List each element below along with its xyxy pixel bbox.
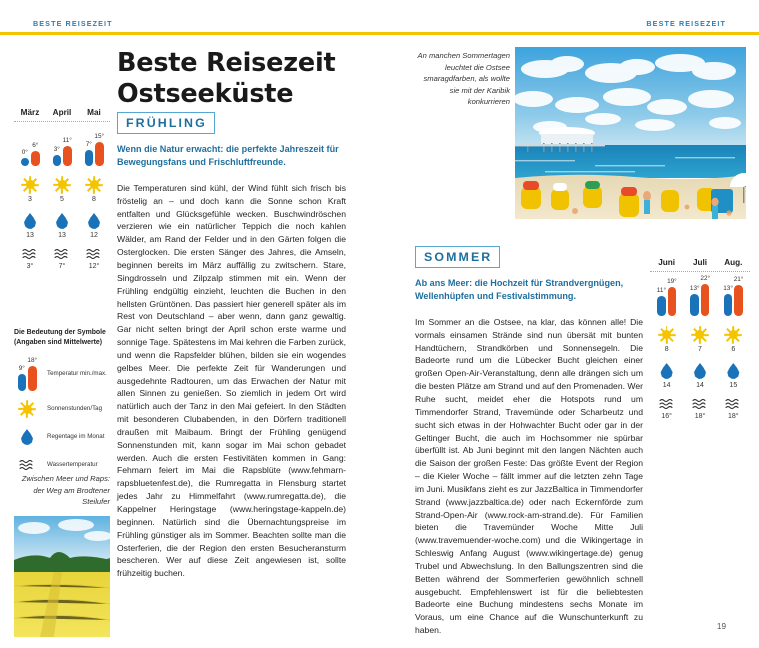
beach-photo-caption: An manchen Sommertagen leuchtet die Ostsee smaragdfarben, als wollte sie mit der Karibik konkurrieren (417, 51, 510, 107)
value-label: 16° (661, 413, 672, 420)
value-label: 3 (28, 196, 32, 203)
temp-min-bar (689, 284, 700, 316)
legend-item-1 (14, 400, 122, 419)
value-label: 8 (664, 346, 669, 353)
summer-climate-table (650, 258, 750, 420)
temperature-bars-icon (85, 132, 104, 166)
sun-hours-cell (78, 176, 110, 203)
temperature-bars-icon (53, 132, 72, 166)
waves-icon (692, 399, 708, 410)
water-temp-cell (46, 249, 78, 270)
summer-month-headers (650, 258, 750, 267)
summer-rain-row (650, 363, 750, 389)
legend-glyph (14, 460, 40, 471)
beach-scene-illustration (515, 47, 746, 219)
raindrop-icon (21, 429, 34, 445)
sun-icon (22, 176, 39, 193)
timmendorf-beach-photo (515, 47, 746, 219)
rapeseed-photo-caption: Zwischen Meer und Raps: der Weg am Brodtener Steilufer (21, 474, 110, 507)
raindrop-icon (88, 213, 101, 229)
temperature-cell (717, 275, 750, 316)
sun-icon (54, 176, 71, 193)
temp-max-label: 6° (32, 142, 39, 150)
rain-days-cell (46, 213, 78, 239)
temperature-bars-icon (689, 274, 711, 316)
sun-icon (691, 326, 708, 343)
raindrop-icon (660, 363, 673, 379)
page-title (117, 48, 397, 110)
rain-days-cell (683, 363, 716, 389)
spring-divider (14, 121, 110, 122)
water-temp-cell (650, 399, 683, 420)
running-head-left: BESTE REISEZEIT (33, 19, 113, 28)
legend-label: Temperatur min./max. (47, 369, 107, 377)
summer-subtitle: Ab ans Meer: die Hochzeit für Strandvergnügen, Wellenhüpfen und Festivalstimmung. (415, 278, 624, 302)
temperature-bars-icon (21, 132, 40, 166)
value-label: 8 (92, 196, 96, 203)
summer-divider (650, 271, 750, 272)
temp-max-bar (62, 136, 72, 166)
month-header-1: April (52, 108, 72, 117)
value-label: 18° (694, 413, 706, 420)
temp-min-bar (85, 141, 94, 166)
temp-max-bar (27, 356, 38, 391)
month-header-2: Mai (87, 108, 101, 117)
temp-max-label: 18° (27, 356, 38, 364)
water-temp-cell (78, 249, 110, 270)
spring-sun-row (14, 176, 110, 203)
spring-water-row (14, 249, 110, 270)
temperature-bars-icon (656, 278, 677, 316)
rapeseed-field-photo (14, 516, 110, 637)
water-temp-cell (683, 399, 716, 420)
temp-min-label: 13° (723, 284, 733, 292)
value-label: 7° (58, 263, 66, 270)
legend-glyph (14, 429, 40, 445)
waves-icon (725, 399, 741, 410)
temp-max-bar (31, 142, 40, 166)
legend-item-2 (14, 428, 122, 447)
sun-hours-cell (683, 326, 716, 353)
value-label: 13 (26, 232, 34, 239)
summer-temperature-row (650, 274, 750, 316)
temp-max-label: 11° (62, 136, 72, 144)
rain-days-cell (78, 213, 110, 239)
temp-max-bar (667, 278, 677, 316)
temp-max-label: 15° (94, 132, 105, 140)
temp-min-label: 3° (53, 145, 60, 153)
sun-hours-cell (46, 176, 78, 203)
temp-min-bar (53, 145, 62, 166)
waves-icon (22, 249, 38, 260)
raindrop-icon (56, 213, 69, 229)
spring-body-copy: Die Temperaturen sind kühl, der Wind fühlt sich frisch bis fröstelig an – und doch kann die Sonne schon Kraft entfalten und Glücksgefühle wecken. Buschwindröschen verzieren wie ein natürlicher Teppich die noch kahlen Wälder, am Rand der Felder und in den Gärten folgen die Osterglocken. Die ersten Sänger des Jahres, die Amseln, beginnen bereits im März auffällig zu zwitschern. Stare, Singdrosseln und Zilpzalp stimmen mit ein. Wenn der Frühling endgültig einzieht, leuchten die Buchen in den hellsten Grüntönen. Das passiert hier generell später als im Rest von Deutschland – aber wenn, dann ganz gewaltig. Gar nicht selten bringt der April schon erste warme und sonnige Tage. Spätestens im Mai kehren die Farben zurück, und wenn die Rapsfelder blühen, bilden sie ein wogendes gelbes Meer. Die perfekte Zeit für Wanderungen und ausgedehnte Radtouren, um das Erwachen der Natur mit allen Sinnen zu genießen. So ziemlich in jedem Ort wird natürlich auch der Tanz in den Mai gefeiert. In den Städten mit besonderen Clubabenden, in den Dörfern traditionell draußen mit Maibaum. Bringt der Frühling genügend Sonnenstunden mit, kann sogar im Mai schon gebadet werden. Auch die ersten Festivitäten kommen in Gang: Fehmarn feiert im Mai die Rapsblüte (www.fehmarn-rapsbluetenfest.de), die Rumregatta in Flensburg startet jedes Jahr zu Himmelfahrt (www.rumregatta.de), die Kappelner Heringstage (www.heringstage-kappeln.de) beginnen. Natürlich sind die Übernachtungspreise im Frühling günstiger als im Sommer. Beachten sollte man die Osterferien, die der Region den ersten Besucheransturm bescheren. Wer auf diese Zeit angewiesen ist, sollte frühzeitig buchen. (117, 182, 346, 579)
temperature-bars-icon (723, 275, 744, 316)
temp-max-bar (700, 274, 711, 316)
temperature-cell (46, 132, 78, 166)
summer-water-row (650, 399, 750, 420)
temp-min-bar (723, 284, 733, 316)
page-title-line1: Beste Reisezeit (117, 48, 336, 78)
rain-days-cell (14, 213, 46, 239)
value-label: 13 (58, 232, 66, 239)
raindrop-icon (727, 363, 740, 379)
value-label: 18° (728, 413, 739, 420)
legend-item-3 (14, 456, 122, 475)
temp-min-label: 11° (656, 286, 667, 294)
season-tag-summer: SOMMER (415, 246, 500, 268)
waves-icon (659, 399, 675, 410)
temp-min-bar (18, 365, 27, 391)
value-label: 15 (729, 382, 738, 389)
month-header-0: Juni (658, 258, 676, 267)
waves-icon (54, 249, 70, 260)
temp-min-bar (21, 149, 30, 166)
water-temp-cell (717, 399, 750, 420)
sun-icon (658, 326, 675, 343)
temp-min-label: 9° (18, 365, 25, 373)
raindrop-icon (693, 363, 706, 379)
spring-subtitle: Wenn die Natur erwacht: die perfekte Jahreszeit für Bewegungsfans und Frischluftfreunde. (117, 144, 339, 168)
value-label: 12° (88, 263, 100, 270)
temperature-cell (78, 132, 110, 166)
value-label: 5 (60, 196, 64, 203)
month-header-1: Juli (692, 258, 708, 267)
value-label: 7 (698, 346, 702, 353)
month-header-2: Aug. (724, 258, 743, 267)
value-label: 3° (26, 263, 34, 270)
waves-icon (19, 460, 35, 471)
temperature-bars-icon (18, 357, 37, 391)
summer-body-text (415, 316, 643, 637)
temperature-cell (650, 278, 683, 316)
temp-min-bar (656, 286, 667, 316)
temp-min-label: 0° (21, 149, 28, 156)
symbol-legend (14, 328, 122, 484)
sun-hours-cell (717, 326, 750, 353)
raindrop-icon (24, 213, 37, 229)
legend-label: Sonnenstunden/Tag (47, 405, 103, 413)
temp-min-label: 7° (85, 141, 92, 149)
summer-sun-row (650, 326, 750, 353)
rain-days-cell (717, 363, 750, 389)
temp-max-bar (733, 275, 744, 316)
sun-hours-cell (650, 326, 683, 353)
summer-body-copy: Im Sommer an die Ostsee, na klar, das können alle! Die vormals einsamen Strände sind nun übersät mit bunten Handtüchern, Strandkörben und Sonnensegeln. Die Badeorte rund um die Lübecker Bucht gleichen einer großen Open-Air-Veranstaltung, denn alle drängen sich um die besten Plätze am Strand und auf den Promenaden. Wer Ruhe sucht, meidet eher die Hotspots rund um Timmendorfer Strand, Travemünde oder Scharbeutz und sucht sich etwas in der Hohwachter Bucht oder gar in der Geltinger Bucht, die auch im Hochsommer nie spürbar überfüllt ist. Ab Juni beginnt mit den langen Nächten auch die Saison der großen Feste: Das größte Event der Region – die Kieler Woche – fällt immer auf die letzten zehn Tage im Juni. Musikfans zieht es zur JazzBaltica in Timmendorfer Strand (www.jazzbaltica.de) oder nach Eckernförde zum Strand-Open-Air (www.rock-am-strand.de). Für Familien bieten die Travemünder Woche Mitte Juli (www.travemuender-woche.com) und die Wikingertage in Schleswig Anfang August (www.wikingertage.de) genug Trubel und Abwechslung. In den Ballungszentren sind die Betten während der Sommerferien gewöhnlich schnell ausgebucht. Empfehlenswert ist für die beliebtesten Badeorte eine Buchung mindestens sechs Monate im Voraus, um eine Chance auf die Wunschunterkunft zu haben. (415, 316, 643, 636)
value-label: 6 (731, 346, 736, 353)
temp-max-bar (94, 132, 105, 167)
rapeseed-field-illustration (14, 516, 110, 637)
sun-icon (19, 401, 36, 418)
sun-hours-cell (14, 176, 46, 203)
page-number: 19 (716, 622, 726, 631)
value-label: 14 (662, 382, 671, 389)
spring-month-headers (14, 108, 110, 117)
season-tag-spring: FRÜHLING (117, 112, 215, 134)
running-head-right: BESTE REISEZEIT (646, 19, 726, 28)
rain-days-cell (650, 363, 683, 389)
sun-icon (86, 176, 103, 193)
spring-climate-table (14, 108, 110, 270)
legend-label: Wassertemperatur (47, 461, 98, 469)
legend-glyph (14, 401, 40, 418)
summer-article (415, 246, 643, 637)
legend-glyph (14, 357, 40, 391)
spring-article (117, 112, 346, 580)
value-label: 14 (696, 382, 704, 389)
header-rule (0, 32, 759, 35)
temp-min-label: 13° (689, 284, 700, 292)
page-title-line2: Ostseeküste (117, 79, 294, 110)
value-label: 12 (90, 232, 98, 239)
temperature-cell (14, 132, 46, 166)
legend-item-0 (14, 357, 122, 391)
spring-rain-row (14, 213, 110, 239)
legend-label: Regentage im Monat (47, 433, 105, 441)
temp-max-label: 21° (733, 275, 744, 283)
spring-temperature-row (14, 132, 110, 166)
month-header-0: März (20, 108, 40, 117)
waves-icon (86, 249, 102, 260)
legend-title: Die Bedeutung der Symbole (Angaben sind Mittelwerte) (14, 329, 106, 346)
temperature-cell (683, 274, 716, 316)
temp-max-label: 22° (700, 274, 711, 282)
water-temp-cell (14, 249, 46, 270)
temp-max-label: 19° (667, 278, 677, 286)
sun-icon (725, 326, 742, 343)
spring-body-text (117, 182, 346, 580)
